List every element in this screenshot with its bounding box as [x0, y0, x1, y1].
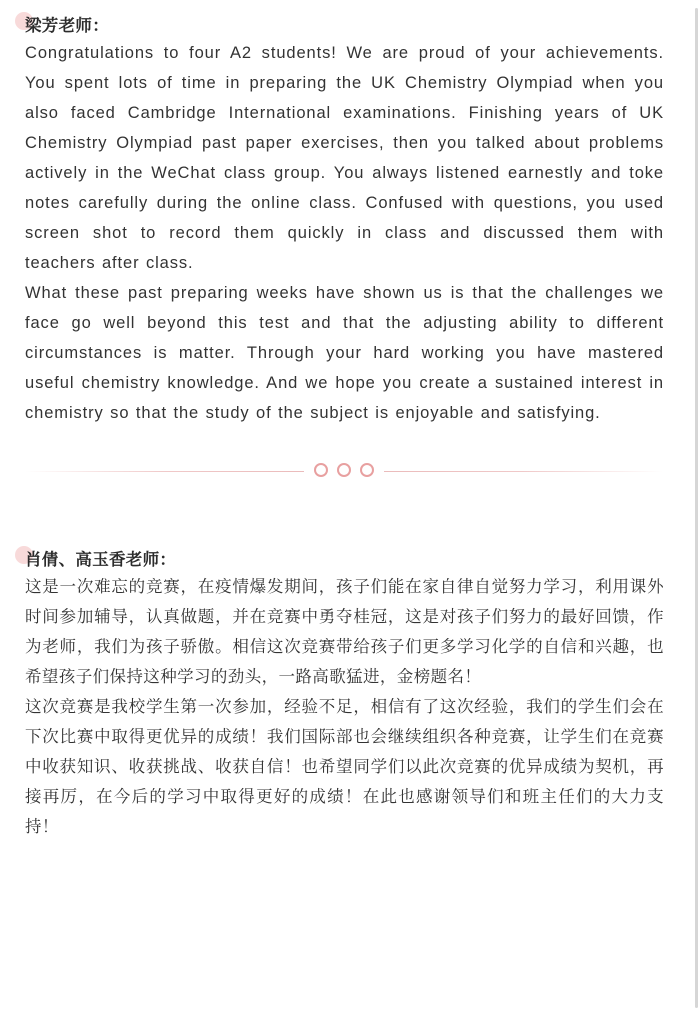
section-2-paragraph-2: 这次竞赛是我校学生第一次参加，经验不足，相信有了这次经验，我们的学生们会在下次比赛中取得更优异的成绩！我们国际部也会继续组织各种竞赛，让学生们在竞赛中收获知识、收获挑战、收获自信！也希望同学们以此次竞赛的优异成绩为契机，再接再厉，在今后的学习中取得更好的成绩！在此也感谢领导们和班主任们的大力支持！: [25, 698, 664, 836]
circle-icon: [337, 463, 351, 477]
section-2-heading-row: [25, 534, 664, 572]
section-2-paragraph-1: 这是一次难忘的竞赛，在疫情爆发期间，孩子们能在家自律自觉努力学习，利用课外时间参加辅导，认真做题，并在竞赛中勇夺桂冠，这是对孩子们努力的最好回馈，作为老师，我们为孩子骄傲。相信这次竞赛带给孩子们更多学习化学的自信和兴趣，也希望孩子们保持这种学习的劲头，一路高歌猛进，金榜题名！: [25, 578, 664, 686]
circle-icon: [360, 463, 374, 477]
section-2-heading: 肖倩、高玉香老师：: [25, 551, 177, 569]
teacher-message-section-1: [0, 0, 688, 428]
vertical-scrollbar[interactable]: [693, 0, 700, 1018]
scrollbar-thumb[interactable]: [695, 8, 698, 1008]
decorative-divider: [25, 454, 663, 490]
section-1-heading: 梁芳老师：: [25, 17, 109, 35]
circle-icon: [314, 463, 328, 477]
section-1-paragraph-1: Congratulations to four A2 students! We are proud of your achievements. You spent lots of time in preparing the UK Chemistry Olympiad when you also faced Cambridge International examinations. Finishing years of UK Chemistry Olympiad past paper exercises, then you talked about problems actively in the WeChat class group. You always listened earnestly and toke notes carefully during the online class. Confused with questions, you used screen shot to record them quickly in class and discussed them with teachers after class.: [25, 44, 664, 272]
section-spacer: [0, 490, 688, 534]
divider-circles-icon: [304, 463, 384, 477]
teacher-message-section-2: [0, 534, 688, 842]
section-1-paragraph-2: What these past preparing weeks have shown us is that the challenges we face go well beyond this test and that the adjusting ability to different circumstances is matter. Through your hard working you have mastered useful chemistry knowledge. And we hope you create a sustained interest in chemistry so that the study of the subject is enjoyable and satisfying.: [25, 284, 664, 422]
section-1-heading-row: [25, 0, 664, 38]
